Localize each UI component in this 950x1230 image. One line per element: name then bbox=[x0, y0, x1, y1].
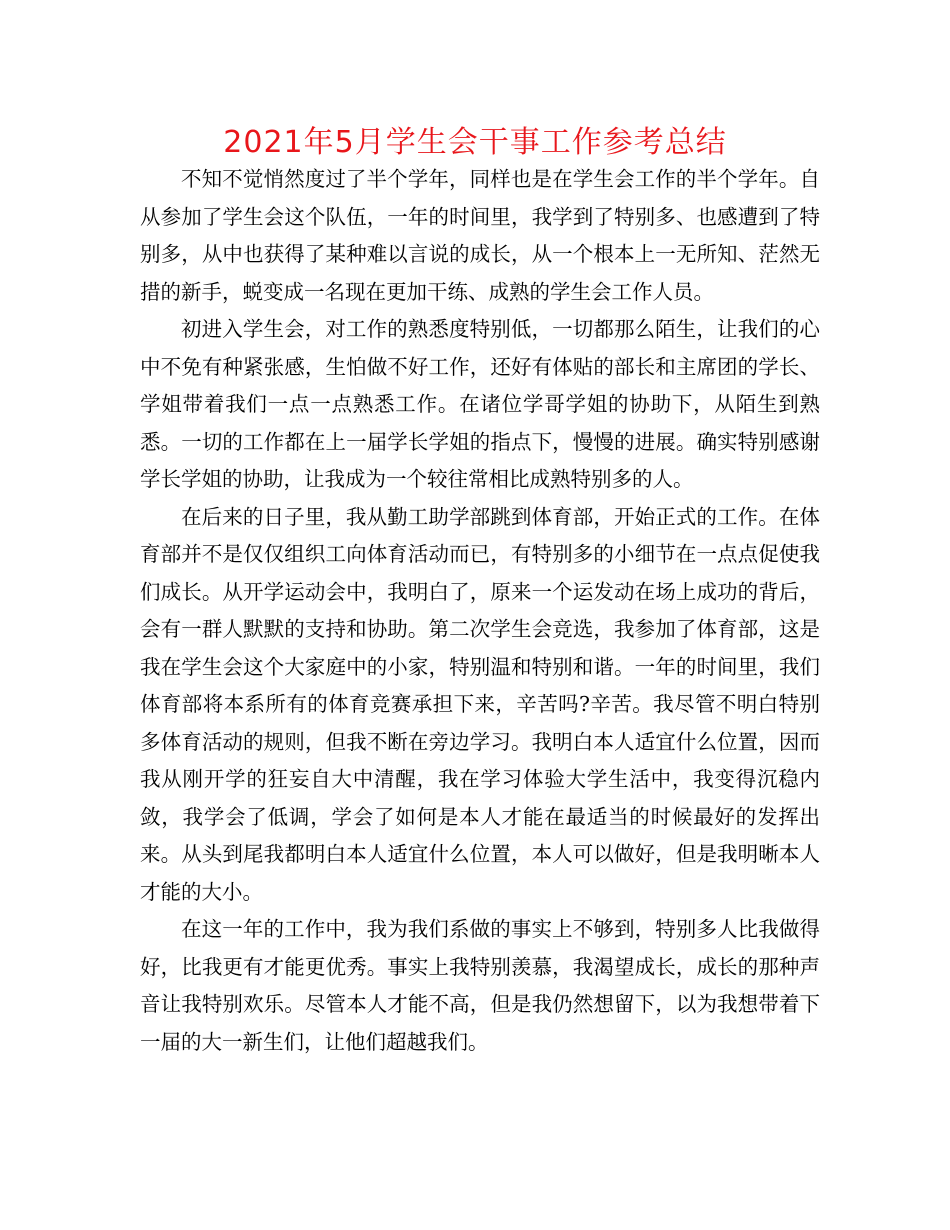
document-body bbox=[140, 161, 820, 1061]
paragraph-2: 初进入学生会，对工作的熟悉度特别低，一切都那么陌生，让我们的心中不免有种紧张感，生怕做不好工作，还好有体贴的部长和主席团的学长、学姐带着我们一点一点熟悉工作。在诸位学哥学姐的协助下，从陌生到熟悉。一切的工作都在上一届学长学姐的指点下，慢慢的进展。确实特别感谢学长学姐的协助，让我成为一个较往常相比成熟特别多的人。 bbox=[140, 317, 820, 491]
document-title: 2021年5月学生会干事工作参考总结 bbox=[223, 125, 727, 160]
paragraph-3: 在后来的日子里，我从勤工助学部跳到体育部，开始正式的工作。在体育部并不是仅仅组织工向体育活动而已，有特别多的小细节在一点点促使我们成长。从开学运动会中，我明白了，原来一个运发动在场上成功的背后，会有一群人默默的支持和协助。第二次学生会竞选，我参加了体育部，这是我在学生会这个大家庭中的小家，特别温和特别和谐。一年的时间里，我们体育部将本系所有的体育竞赛承担下来，辛苦吗?辛苦。我尽管不明白特别多体育活动的规则，但我不断在旁边学习。我明白本人适宜什么位置，因而我从刚开学的狂妄自大中清醒，我在学习体验大学生活中，我变得沉稳内敛，我学会了低调，学会了如何是本人才能在最适当的时候最好的发挥出来。从头到尾我都明白本人适宜什么位置，本人可以做好，但是我明晰本人才能的大小。 bbox=[140, 504, 820, 904]
paragraph-1: 不知不觉悄然度过了半个学年，同样也是在学生会工作的半个学年。自从参加了学生会这个队伍，一年的时间里，我学到了特别多、也感遭到了特别多，从中也获得了某种难以言说的成长，从一个根本上一无所知、茫然无措的新手，蜕变成一名现在更加干练、成熟的学生会工作人员。 bbox=[140, 167, 820, 304]
paragraph-4: 在这一年的工作中，我为我们系做的事实上不够到，特别多人比我做得好，比我更有才能更优秀。事实上我特别羡慕，我渴望成长，成长的那种声音让我特别欢乐。尽管本人才能不高，但是我仍然想留下，以为我想带着下一届的大一新生们，让他们超越我们。 bbox=[140, 917, 820, 1054]
